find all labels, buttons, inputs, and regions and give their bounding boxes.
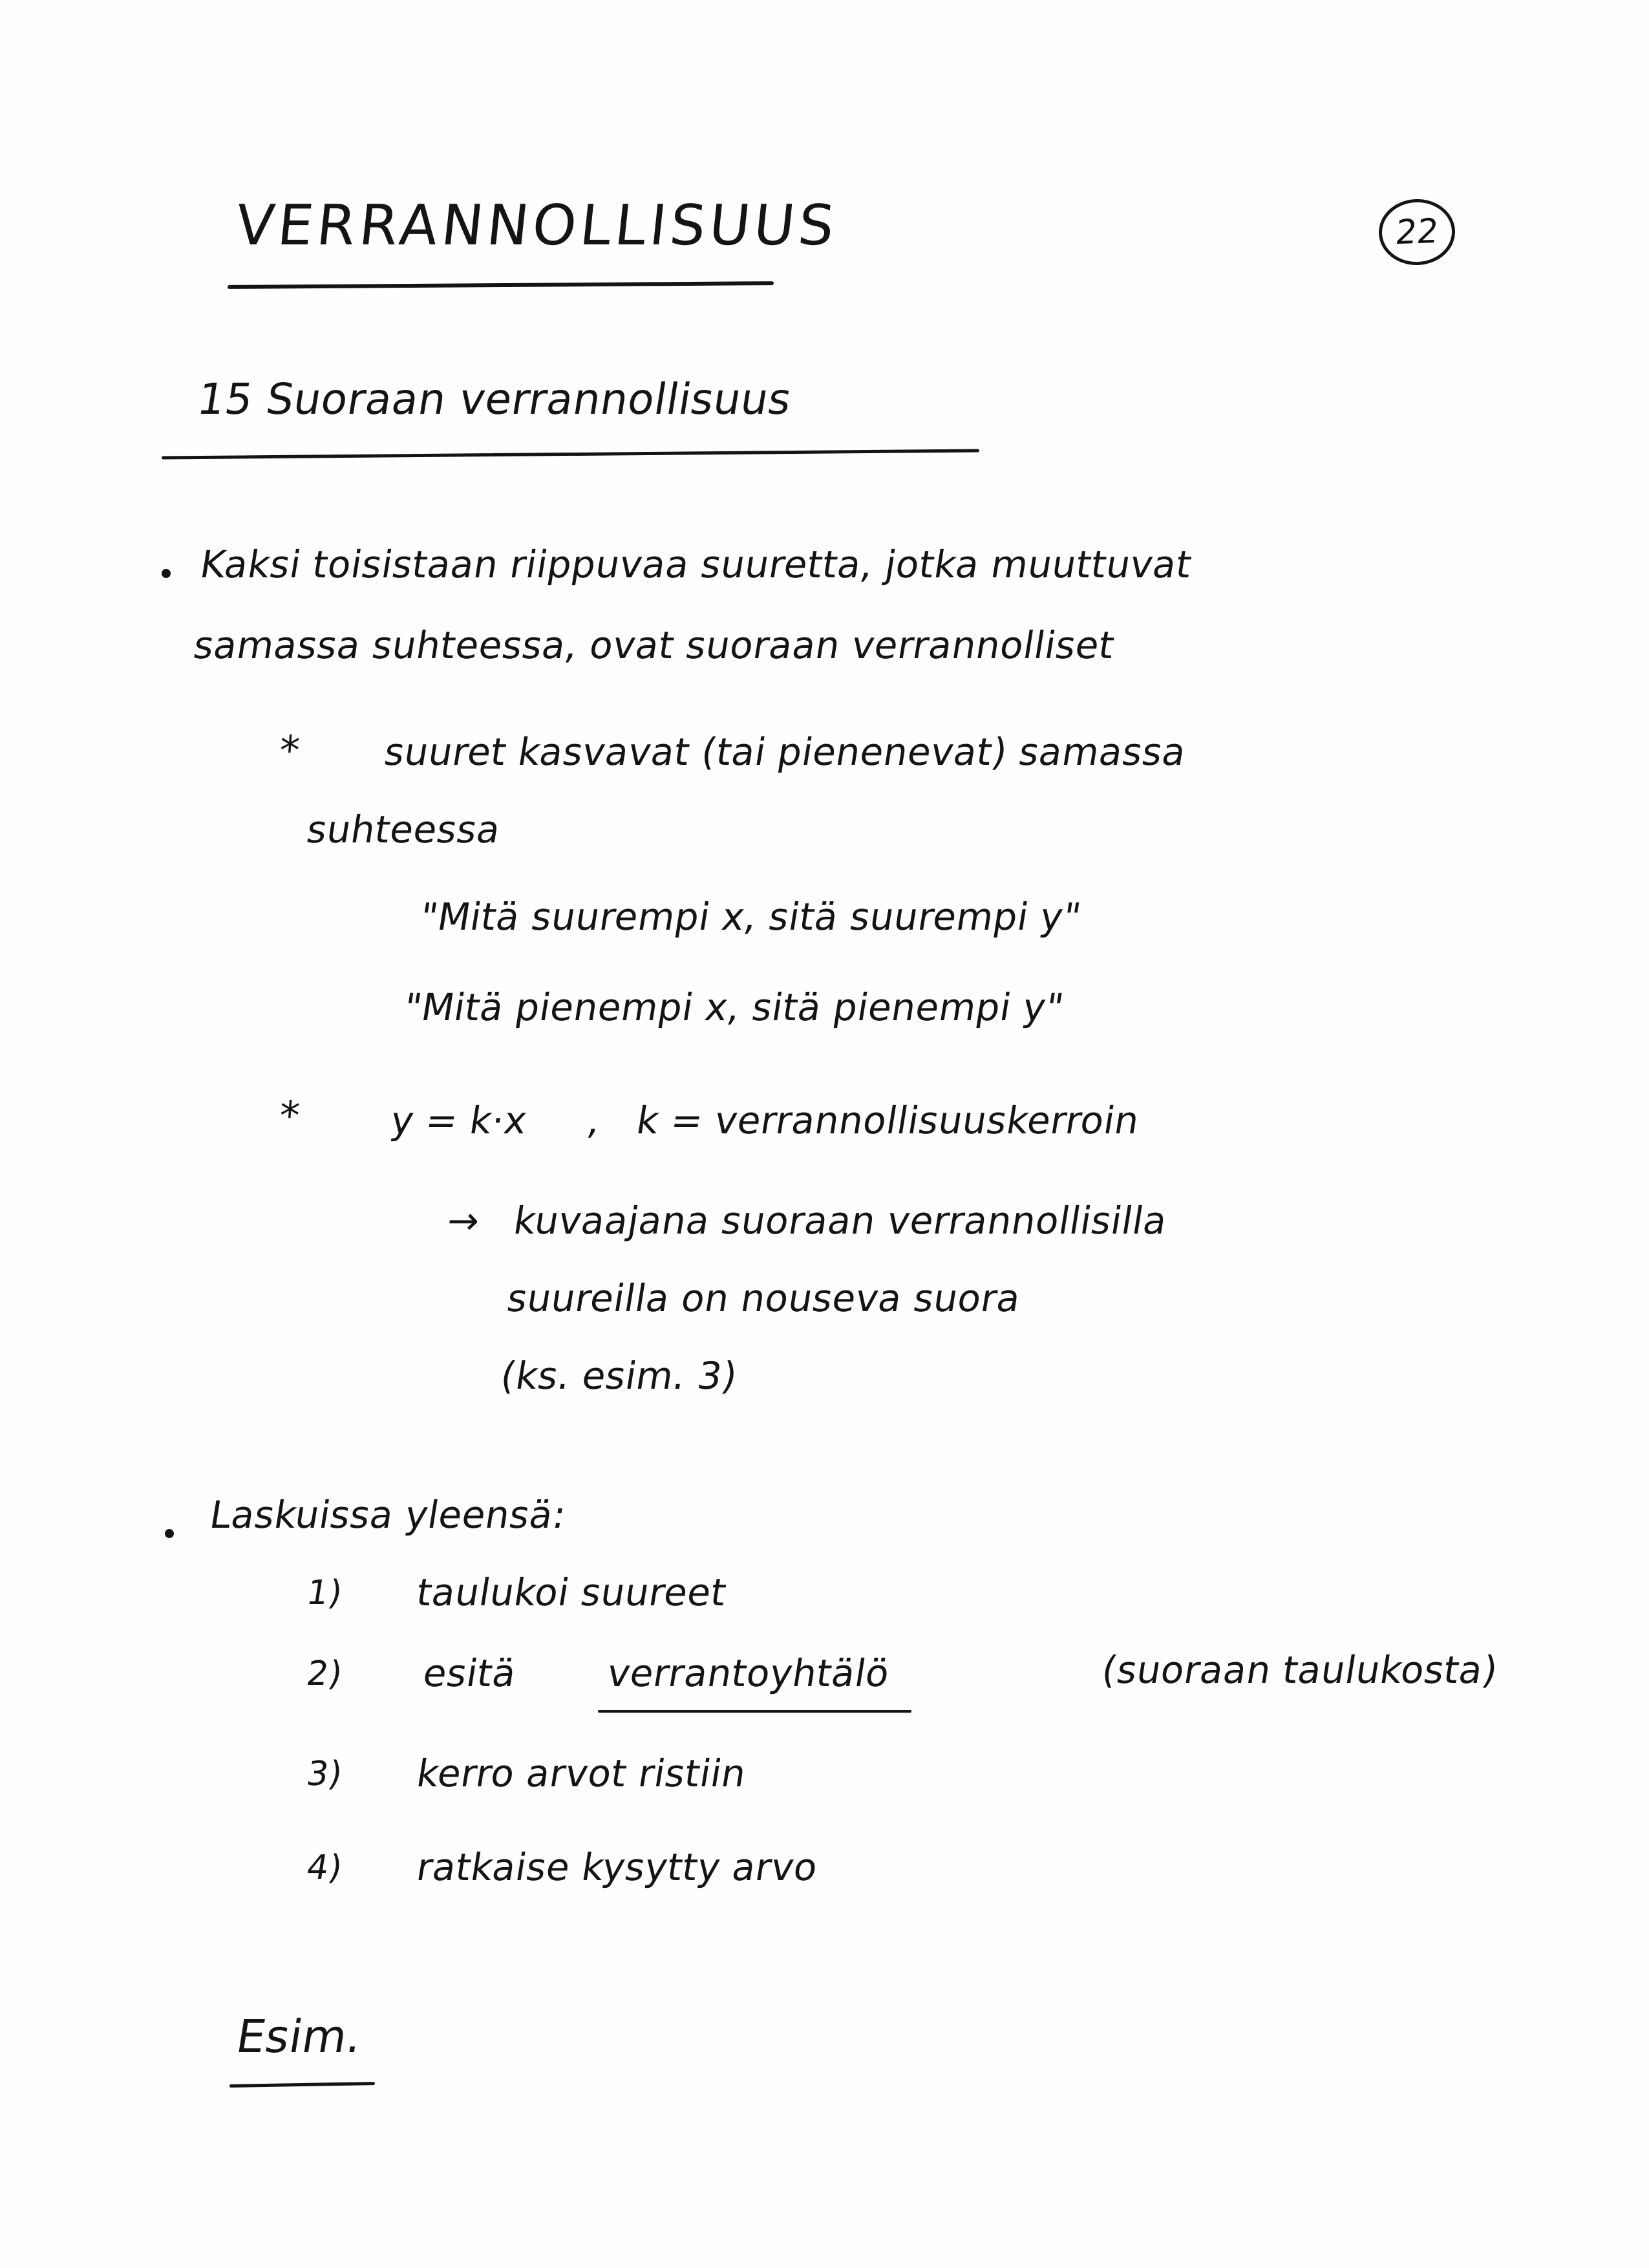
verrantoyhtalo-underline [598,1710,911,1713]
quote-line-1: "Mitä suurempi x, sitä suurempi y" [416,895,1085,939]
page-title: VERRANNOLLISUUS [232,193,842,258]
quote-line-2: "Mitä pienempi x, sitä pienempi y" [400,985,1067,1029]
list-item-text: kerro arvot ristiin [413,1751,750,1795]
sub-bullet-2-formula: y = k·x , k = verrannollisuuskerroin [387,1098,1143,1142]
section-heading: 15 Suoraan verrannollisuus [193,374,795,424]
arrow-icon: → [445,1199,481,1243]
page-number-text: 22 [1393,211,1441,253]
sub-bullet-1-line-1: suuret kasvavat (tai pienenevat) samassa [381,730,1189,774]
bullet-1-line-2: samassa suhteessa, ovat suoraan verrannolliset [190,623,1118,667]
list-item-number: 4) [304,1848,346,1887]
list-item-text: taulukoi suureet [413,1570,730,1614]
list-item-text: ratkaise kysytty arvo [413,1845,821,1889]
page-number-badge [1378,198,1456,266]
title-underline [228,281,774,289]
list-item-number: 2) [304,1654,346,1693]
example-label: Esim. [232,2010,367,2063]
arrow-line-3: (ks. esim. 3) [497,1354,741,1398]
bullet-1-line-1: Kaksi toisistaan riippuvaa suuretta, jotka muuttuvat [197,542,1195,586]
arrow-line-1: kuvaajana suoraan verrannollisilla [510,1199,1171,1243]
arrow-line-2: suureilla on nouseva suora [504,1276,1024,1320]
list-item-text: esitä [420,1651,532,1695]
list-item-number: 1) [304,1574,346,1612]
list-item-note: (suoraan taulukosta) [1098,1648,1502,1692]
sub-bullet-2-marker: * [277,1092,302,1139]
example-label-underline [229,2082,375,2088]
section-heading-underline [162,449,979,459]
list-item-number: 3) [304,1755,346,1793]
list-item-underlined-term: verrantoyhtälö [604,1651,893,1695]
sub-bullet-1-line-2: suhteessa [303,808,504,851]
bullet-2-line-1: Laskuissa yleensä: [206,1493,569,1537]
bullet-marker [162,569,171,578]
sub-bullet-1-marker: * [277,727,302,774]
bullet-marker [165,1529,174,1538]
